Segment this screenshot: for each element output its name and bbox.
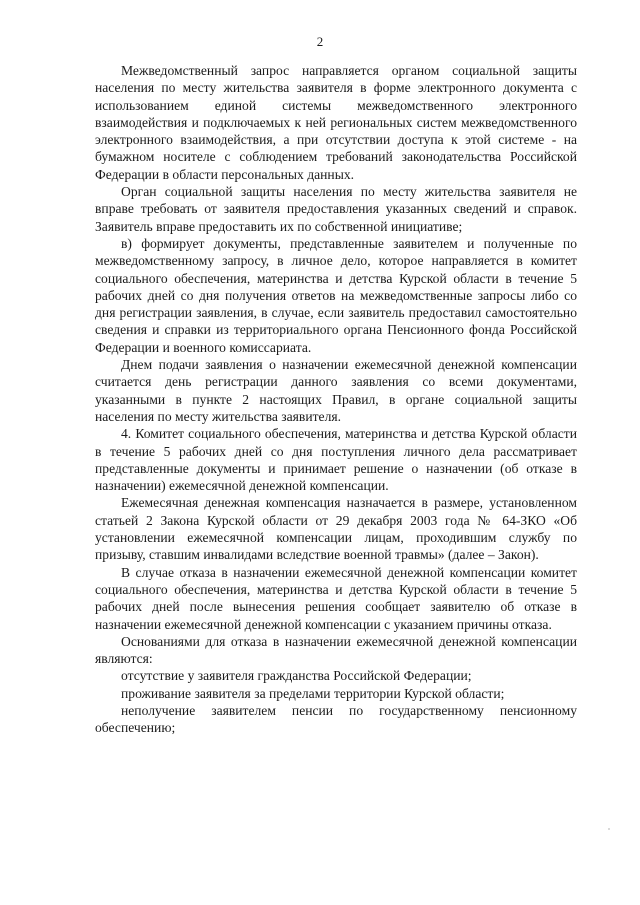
scan-speck — [608, 828, 610, 830]
paragraph-refusal-notice: В случае отказа в назначении ежемесячной денежной компенсации комитет социального обеспечения, материнства и детства Курской области в течение 5 рабочих дней после вынесения решения сообщает заявителю об отказе в назначении ежемесячной денежной компенсации с указанием причины отказа. — [95, 564, 577, 632]
page-number: 2 — [316, 34, 324, 49]
document-body — [95, 62, 577, 737]
paragraph-item-4: 4. Комитет социального обеспечения, материнства и детства Курской области в течение 5 рабочих дней со дня поступления личного дела рассматривает представленные документы и принимает решение о назначении (об отказе в назначении) ежемесячной денежной компенсации. — [95, 426, 577, 494]
paragraph-compensation-amount: Ежемесячная денежная компенсация назначается в размере, установленном статьей 2 Закона Курской области от 29 декабря 2003 года № 64-ЗКО «Об установлении ежемесячной компенсации лицам, проходившим службу по призыву, ставшим инвалидами вследствие военной травмы» (далее – Закон). — [95, 495, 577, 563]
paragraph-application-day: Днем подачи заявления о назначении ежемесячной денежной компенсации считается день регистрации данного заявления со всеми документами, указанными в пункте 2 настоящих Правил, в органе социальной защиты населения по месту жительства заявителя. — [95, 357, 577, 424]
paragraph-refusal-grounds: Основаниями для отказа в назначении ежемесячной денежной компенсации являются: — [95, 633, 577, 667]
list-item-no-citizenship: отсутствие у заявителя гражданства Российской Федерации; — [121, 668, 472, 684]
list-item-no-pension: неполучение заявителем пенсии по государственному пенсионному обеспечению; — [95, 702, 577, 736]
list-item-residence-outside: проживание заявителя за пределами территории Курской области; — [121, 685, 505, 701]
paragraph-interagency-request: Межведомственный запрос направляется органом социальной защиты населения по месту жительства заявителя в форме электронного документа с использованием единой системы межведомственного электронного взаимодействия и подключаемых к ней региональных систем межведомственного электронного взаимодействия, а при отсутствии доступа к этой системе - на бумажном носителе с соблюдением требований законодательства Российской Федерации в области персональных данных. — [95, 63, 577, 182]
paragraph-forms-documents: в) формирует документы, представленные заявителем и полученные по межведомственному запросу, в личное дело, которое направляется в комитет социального обеспечения, материнства и детства Курской области в течение 5 рабочих дней со дня получения ответов на межведомственные запросы либо со дня регистрации заявления, в случае, если заявитель предоставил самостоятельно сведения и справки из территориального органа Пенсионного фонда Российской Федерации и военного комиссариата. — [95, 235, 577, 355]
paragraph-no-right-to-demand: Орган социальной защиты населения по месту жительства заявителя не вправе требовать от заявителя предоставления указанных сведений и справок. Заявитель вправе предоставить их по собственной инициативе; — [95, 184, 577, 234]
